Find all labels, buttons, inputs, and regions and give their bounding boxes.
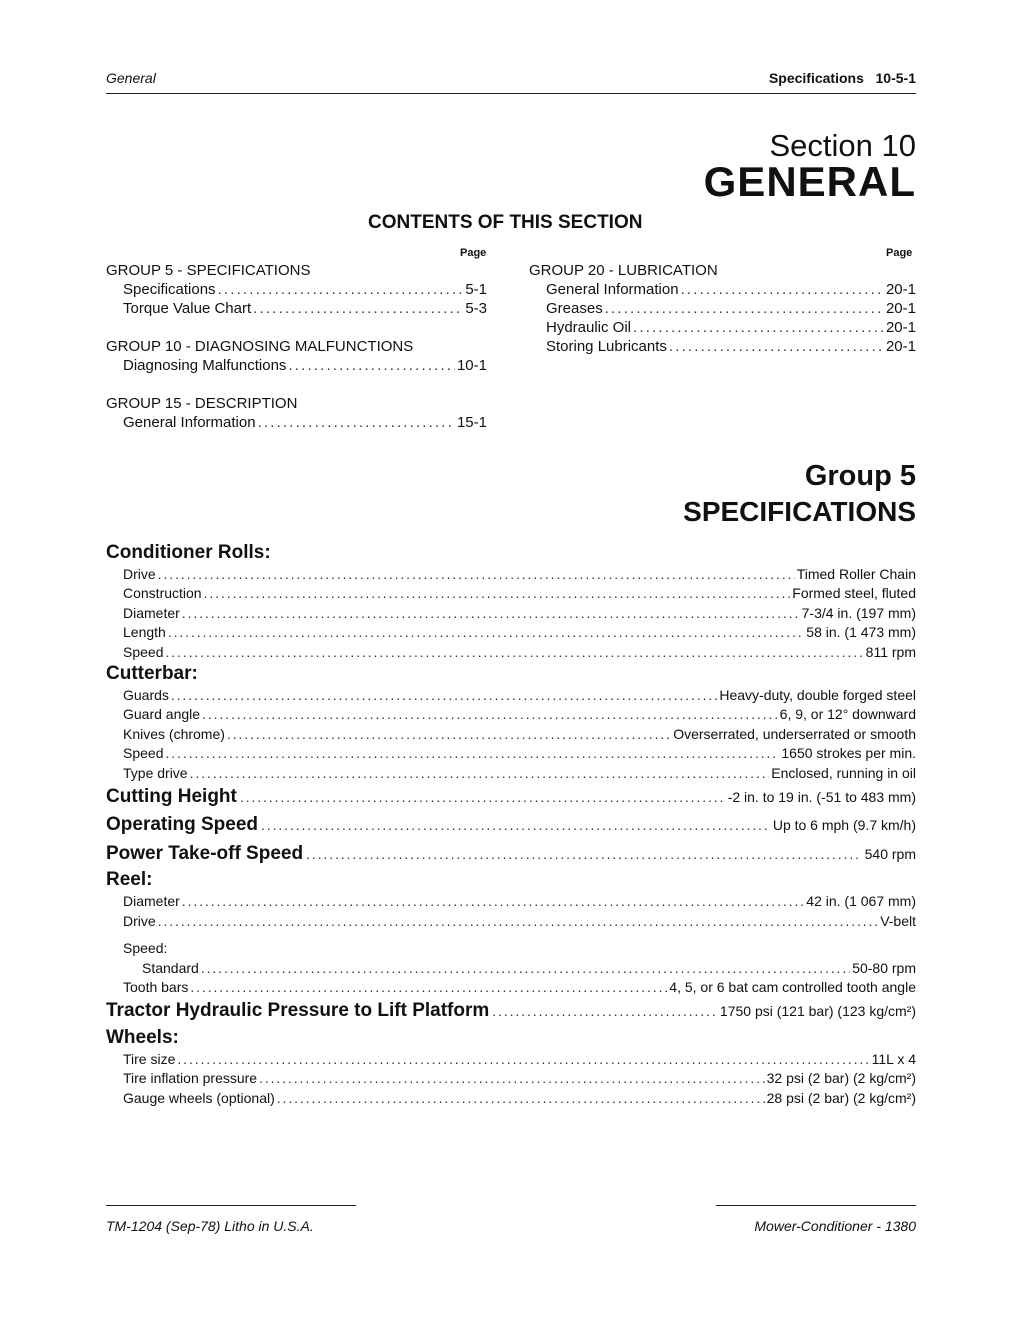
leader-dots — [605, 299, 884, 318]
toc-group-title: GROUP 10 - DIAGNOSING MALFUNCTIONS — [106, 338, 414, 355]
spec-value: 28 psi (2 bar) (2 kg/cm²) — [766, 1089, 916, 1106]
spec-row — [106, 725, 916, 744]
toc-entry[interactable] — [106, 413, 487, 432]
spec-label: Drive — [123, 566, 156, 582]
leader-dots — [218, 280, 464, 299]
spec-category-row — [106, 783, 916, 812]
spec-label: Tooth bars — [123, 978, 189, 995]
spec-value: Enclosed, running in oil — [771, 764, 916, 781]
toc-entry-page: 20-1 — [885, 281, 916, 298]
spec-row — [106, 892, 916, 911]
spec-value: Overserrated, underserrated or smooth — [673, 725, 916, 742]
page-column-label-left: Page — [460, 247, 487, 259]
spec-value: Formed steel, fluted — [792, 585, 916, 602]
leader-dots — [158, 565, 795, 584]
spec-row — [106, 939, 916, 958]
leader-dots — [190, 978, 667, 997]
section-title: GENERAL — [703, 158, 916, 205]
group-number: Group 5 — [804, 460, 916, 492]
leader-dots — [165, 643, 863, 662]
spec-label: Knives (chrome) — [123, 725, 225, 742]
leader-dots — [177, 1050, 869, 1069]
spec-value: 4, 5, or 6 bat cam controlled tooth angle — [669, 978, 916, 995]
toc-entry-label: Specifications — [123, 281, 216, 298]
page-header — [106, 70, 916, 92]
spec-label: Standard — [142, 959, 199, 976]
spec-category-title: Conditioner Rolls: — [106, 542, 271, 563]
spec-row — [106, 623, 916, 642]
spec-value: 7-3/4 in. (197 mm) — [801, 604, 916, 621]
toc-entry-page: 5-3 — [465, 300, 487, 317]
spec-label: Gauge wheels (optional) — [123, 1089, 275, 1106]
spec-value: 811 rpm — [865, 643, 916, 660]
leader-dots — [182, 892, 804, 911]
section-number: Section 10 — [769, 128, 916, 163]
leader-dots — [277, 1089, 765, 1108]
leader-dots — [306, 840, 862, 869]
spec-category-row — [106, 811, 916, 840]
leader-dots — [202, 705, 778, 724]
spec-label: Guard angle — [123, 706, 201, 723]
leader-dots — [633, 318, 884, 337]
toc-left-column — [106, 261, 487, 432]
spec-value: 1650 strokes per min. — [781, 745, 916, 762]
leader-dots — [227, 725, 671, 744]
toc-entry-label: Diagnosing Malfunctions — [123, 357, 287, 374]
toc-entry-label: Hydraulic Oil — [546, 319, 632, 336]
toc-entry[interactable] — [529, 299, 916, 318]
spec-row — [106, 978, 916, 997]
toc-entry[interactable] — [529, 280, 916, 299]
footer-rule-right — [716, 1205, 916, 1206]
spec-row — [106, 959, 916, 978]
contents-title: CONTENTS OF THIS SECTION — [368, 212, 643, 233]
spec-label: Diameter — [123, 893, 180, 910]
toc-entry-label: Greases — [546, 300, 603, 317]
spec-value: 11L x 4 — [871, 1050, 916, 1067]
header-rule — [106, 93, 916, 94]
leader-dots — [201, 959, 850, 978]
spec-row — [106, 764, 916, 783]
toc-group-title: GROUP 20 - LUBRICATION — [529, 262, 718, 279]
spec-value: Timed Roller Chain — [796, 566, 916, 582]
leader-dots — [165, 744, 779, 763]
toc-entry-label: General Information — [123, 414, 256, 431]
spec-label: Construction — [123, 585, 202, 602]
spec-row — [106, 705, 916, 724]
page-column-label-right: Page — [886, 247, 913, 259]
leader-dots — [492, 997, 717, 1026]
toc-group-title: GROUP 5 - SPECIFICATIONS — [106, 262, 311, 279]
spec-category-row — [106, 997, 916, 1026]
spec-value: 32 psi (2 bar) (2 kg/cm²) — [766, 1070, 916, 1087]
leader-dots — [240, 783, 725, 812]
spec-label: Guards — [123, 686, 169, 703]
header-page-ref: Specifications 10-5-1 — [768, 70, 916, 86]
toc-entry[interactable] — [106, 356, 487, 375]
leader-dots — [171, 686, 717, 705]
toc-entry-page: 20-1 — [885, 300, 916, 317]
leader-dots — [261, 811, 770, 840]
footer-model: Mower-Conditioner - 1380 — [754, 1218, 916, 1234]
header-chapter: General — [106, 70, 156, 86]
leader-dots — [182, 604, 800, 623]
spec-category-title: Wheels: — [106, 1026, 179, 1048]
spec-category-title: Cutterbar: — [106, 662, 198, 684]
leader-dots — [190, 764, 770, 783]
spec-row — [106, 584, 916, 603]
toc-entry-label: Torque Value Chart — [123, 300, 252, 317]
leader-dots — [158, 912, 879, 931]
toc-entry[interactable] — [529, 318, 916, 337]
toc-entry-page: 5-1 — [465, 281, 487, 298]
spec-value: -2 in. to 19 in. (-51 to 483 mm) — [727, 788, 916, 805]
spec-value: Heavy-duty, double forged steel — [719, 686, 916, 703]
leader-dots — [669, 337, 884, 356]
leader-dots — [253, 299, 463, 318]
leader-dots — [168, 623, 804, 642]
spec-label: Tire inflation pressure — [123, 1070, 258, 1087]
spec-label: Tire size — [123, 1050, 176, 1067]
toc-entry[interactable] — [106, 299, 487, 318]
leader-dots — [288, 356, 455, 375]
spec-category-label: Power Take-off Speed — [106, 842, 304, 864]
spec-row — [106, 686, 916, 705]
spec-value: Up to 6 mph (9.7 km/h) — [772, 817, 916, 834]
toc-entry-page: 15-1 — [456, 414, 487, 431]
spec-value: 58 in. (1 473 mm) — [806, 624, 916, 641]
leader-dots — [259, 1069, 765, 1088]
spec-category-row — [106, 840, 916, 869]
spec-value: V-belt — [880, 912, 916, 929]
spec-label: Type drive — [123, 764, 188, 781]
spec-value: 50-80 rpm — [852, 959, 916, 976]
spec-value: 42 in. (1 067 mm) — [806, 893, 916, 910]
spec-value: 540 rpm — [864, 845, 916, 862]
footer-rule-left — [106, 1205, 356, 1206]
spec-label: Speed — [123, 745, 164, 762]
specifications-list — [106, 541, 916, 1108]
toc-group-title: GROUP 15 - DESCRIPTION — [106, 395, 298, 412]
spec-category-label: Tractor Hydraulic Pressure to Lift Platform — [106, 1000, 490, 1022]
spec-label: Drive — [123, 912, 156, 929]
spec-row — [106, 744, 916, 763]
spec-category-label: Cutting Height — [106, 785, 237, 807]
spec-label: Speed: — [123, 940, 168, 957]
spec-label: Speed — [123, 643, 164, 660]
spec-row — [106, 1089, 916, 1108]
toc-right-column — [529, 261, 916, 356]
spec-value: 6, 9, or 12° downward — [779, 706, 916, 723]
spec-row — [106, 912, 916, 931]
spec-row — [106, 565, 916, 584]
leader-dots — [204, 584, 791, 603]
spec-value: 1750 psi (121 bar) (123 kg/cm²) — [719, 1003, 916, 1020]
spec-label: Diameter — [123, 604, 180, 621]
spec-row — [106, 643, 916, 662]
spec-category-title: Reel: — [106, 869, 153, 891]
spec-category-label: Operating Speed — [106, 814, 259, 836]
toc-entry[interactable] — [529, 337, 916, 356]
toc-entry-page: 20-1 — [885, 319, 916, 336]
spec-label: Length — [123, 624, 166, 641]
spec-row — [106, 604, 916, 623]
footer-manual-id: TM-1204 (Sep-78) Litho in U.S.A. — [106, 1218, 314, 1234]
toc-entry[interactable] — [106, 280, 487, 299]
leader-dots — [681, 280, 884, 299]
toc-entry-page: 10-1 — [456, 357, 487, 374]
group-title: SPECIFICATIONS — [683, 496, 916, 527]
toc-entry-label: Storing Lubricants — [546, 338, 667, 355]
spec-row — [106, 1069, 916, 1088]
toc-entry-label: General Information — [546, 281, 679, 298]
toc-entry-page: 20-1 — [885, 338, 916, 355]
spec-row — [106, 1050, 916, 1069]
leader-dots — [258, 413, 455, 432]
